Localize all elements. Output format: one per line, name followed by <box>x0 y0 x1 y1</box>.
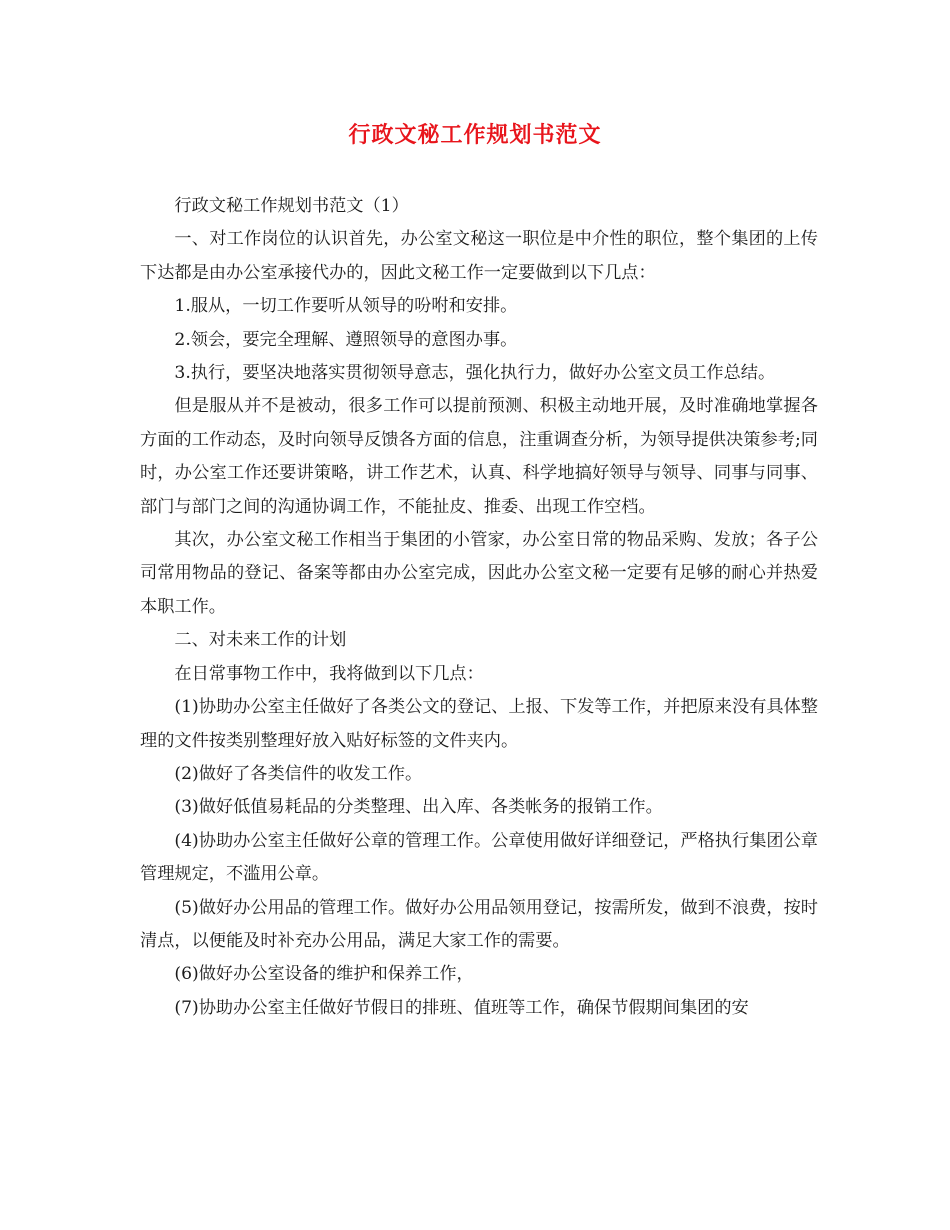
list-item-7: (7)协助办公室主任做好节假日的排班、值班等工作，确保节假期间集团的安 <box>174 997 749 1018</box>
paragraph-proactive: 但是服从并不是被动，很多工作可以提前预测、积极主动地开展，及时准确地掌握各方面的工作动态，及时向领导反馈各方面的信息，注重调查分析，为领导提供决策参考;同时，办公室工作还要讲策略，讲工作艺术，认真、科学地搞好领导与领导、同事与同事、部门与部门之间的沟通协调工作，不能扯皮、推委、出现工作空档。 <box>140 396 818 517</box>
paragraph-job-understanding: 一、对工作岗位的认识首先，办公室文秘这一职位是中介性的职位，整个集团的上传下达都是由办公室承接代办的，因此文秘工作一定要做到以下几点： <box>140 229 818 283</box>
list-item-1: (1)协助办公室主任做好了各类公文的登记、上报、下发等工作，并把原来没有具体整理的文件按类别整理好放入贴好标签的文件夹内。 <box>140 697 818 751</box>
paragraph-housekeeper: 其次，办公室文秘工作相当于集团的小管家，办公室日常的物品采购、发放；各子公司常用物品的登记、备案等都由办公室完成，因此办公室文秘一定要有足够的耐心并热爱本职工作。 <box>140 530 818 617</box>
list-item-3: (3)做好低值易耗品的分类整理、出入库、各类帐务的报销工作。 <box>174 797 663 818</box>
list-item-4: (4)协助办公室主任做好公章的管理工作。公章使用做好详细登记，严格执行集团公章管理规定，不滥用公章。 <box>140 830 818 885</box>
paragraph-point-execute: 3.执行，要坚决地落实贯彻领导意志，强化执行力，做好办公室文员工作总结。 <box>174 363 776 384</box>
paragraph-heading-1: 行政文秘工作规划书范文（1） <box>174 196 409 216</box>
paragraph-point-understand: 2.领会，要完全理解、遵照领导的意图办事。 <box>174 329 518 350</box>
document-body <box>140 190 818 1025</box>
list-item-6: (6)做好办公室设备的维护和保养工作， <box>174 964 474 985</box>
list-item-5: (5)做好办公用品的管理工作。做好办公用品领用登记，按需所发，做到不浪费，按时清点，以便能及时补充办公用品，满足大家工作的需要。 <box>140 897 818 951</box>
list-item-2: (2)做好了各类信件的收发工作。 <box>174 763 423 784</box>
paragraph-daily-intro: 在日常事物工作中，我将做到以下几点： <box>174 663 484 684</box>
document-title: 行政文秘工作规划书范文 <box>348 122 602 148</box>
paragraph-heading-2: 二、对未来工作的计划 <box>174 630 347 651</box>
paragraph-point-obey: 1.服从，一切工作要听从领导的吩咐和安排。 <box>174 296 518 317</box>
